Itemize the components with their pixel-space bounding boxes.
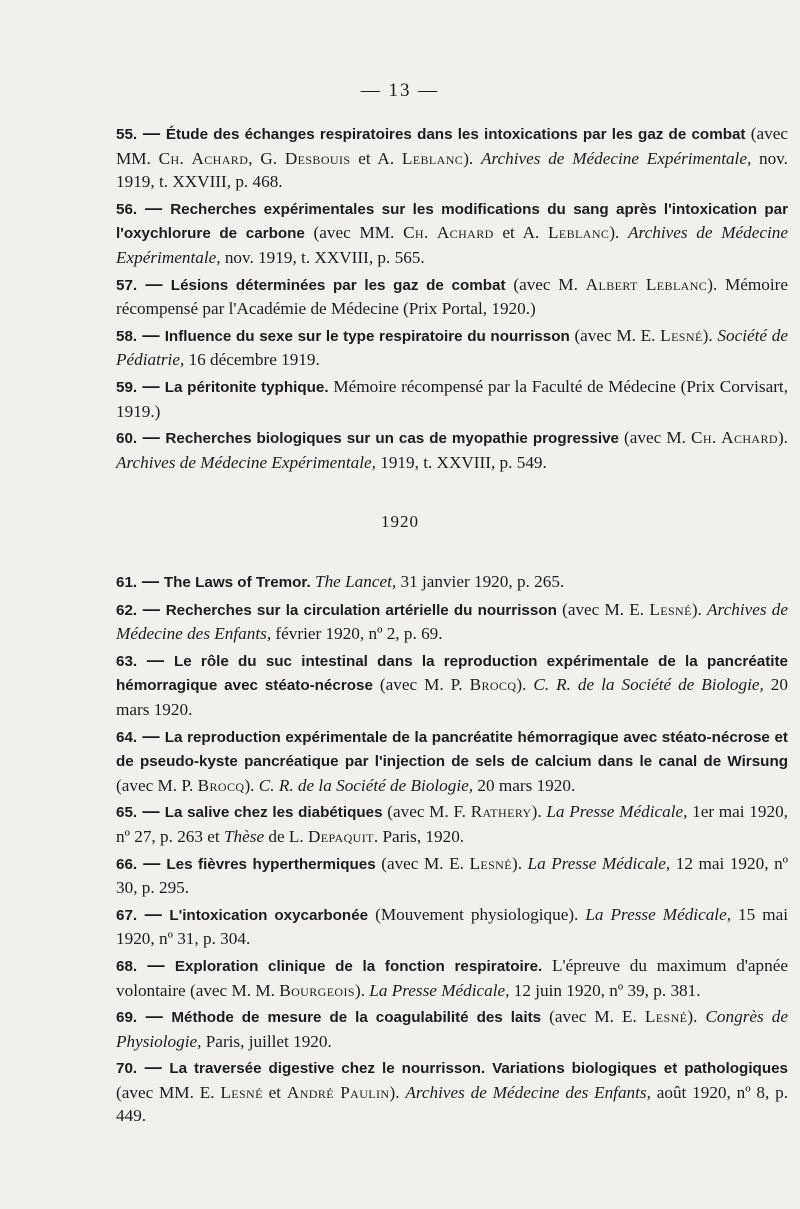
publication-name: Thèse	[223, 826, 265, 846]
author-name: Albert Leblanc	[585, 274, 708, 294]
reference-text: 16 décembre 1919.	[184, 350, 320, 370]
author-name: Lesné	[649, 599, 692, 619]
reference-title: Le rôle du suc intestinal dans la reproduction expérimentale de la pancréatite hémorragique avec stéato-nécrose	[116, 652, 788, 695]
reference-number: 61.	[116, 574, 138, 591]
reference-text: Mémoire récompensé par la Faculté de Médecine (Prix Corvisart, 1919.)	[116, 376, 788, 421]
reference-text: L'épreuve du maximum d'apnée volontaire (avec M. M.	[116, 955, 788, 1000]
author-name: Depaquit	[308, 826, 374, 846]
reference-title: La péritonite typhique.	[164, 378, 329, 396]
reference-dash: —	[137, 649, 174, 670]
reference-text: (Mouvement physiologique).	[368, 904, 586, 924]
reference-text: et A.	[493, 223, 548, 243]
author-name: Rathery	[470, 802, 532, 822]
reference-text: nov. 1919, t. XXVIII, p. 468.	[116, 148, 788, 192]
reference-text: ).	[244, 775, 259, 795]
reference-entry	[116, 903, 788, 951]
reference-text: 1er mai 1920, nº 27, p. 263 et	[116, 802, 788, 846]
reference-text: Paris, juillet 1920.	[201, 1031, 332, 1051]
author-name: Ch. Achard	[690, 428, 778, 448]
reference-dash: —	[137, 1057, 170, 1078]
reference-dash: —	[137, 954, 175, 975]
reference-entry	[116, 1056, 788, 1128]
reference-dash: —	[137, 903, 170, 924]
publication-name: La Presse Médicale,	[527, 853, 671, 873]
publication-name: Archives de Médecine des Enfants,	[116, 599, 788, 644]
reference-text: ).	[463, 148, 481, 168]
reference-number: 57.	[116, 276, 138, 294]
publication-name: La Presse Médicale,	[585, 904, 731, 924]
reference-text: nov. 1919, t. XXVIII, p. 565.	[220, 247, 425, 267]
publication-name: C. R. de la Société de Biologie,	[533, 675, 764, 695]
reference-entry	[116, 725, 788, 798]
author-name: Brocq	[469, 675, 517, 695]
author-name: Lesné	[469, 853, 512, 873]
author-name: Leblanc	[548, 223, 610, 243]
reference-number: 69.	[116, 1009, 138, 1027]
reference-dash: —	[137, 324, 165, 345]
reference-text: ).	[687, 1007, 706, 1027]
reference-text: ).	[531, 802, 547, 822]
reference-title: Les fièvres hyperthermiques	[166, 855, 376, 873]
reference-text: (avec MM.	[304, 223, 404, 243]
publication-name: La Presse Médicale,	[546, 802, 688, 822]
reference-text: ).	[511, 853, 528, 873]
reference-list-1919	[116, 122, 788, 477]
reference-entry	[116, 800, 788, 848]
reference-title: Étude des échanges respiratoires dans les intoxications par les gaz de combat	[165, 126, 746, 143]
reference-number: 67.	[116, 906, 138, 924]
reference-title: The Laws of Tremor.	[163, 574, 311, 591]
publication-name: Archives de Médecine Expérimentale,	[480, 148, 752, 168]
publication-name: Archives de Médecine Expérimentale,	[116, 223, 788, 267]
author-name: Leblanc	[401, 148, 464, 168]
reference-text: (avec M. E.	[541, 1007, 645, 1027]
reference-title: Recherches biologiques sur un cas de myopathie progressive	[165, 430, 619, 448]
reference-text: ).	[702, 325, 718, 345]
reference-number: 60.	[116, 430, 138, 448]
reference-text: (avec M. E.	[569, 325, 661, 345]
reference-text: (avec MM.	[116, 124, 788, 168]
publication-name: Congrès de Physiologie,	[116, 1007, 788, 1051]
publication-name: La Presse Médicale,	[369, 980, 510, 1000]
reference-text: ).	[516, 675, 534, 695]
reference-title: Recherches sur la circulation artérielle du nourrisson	[165, 601, 557, 619]
reference-number: 59.	[116, 378, 138, 396]
publication-name: C. R. de la Société de Biologie,	[258, 775, 474, 795]
reference-number: 70.	[116, 1060, 138, 1078]
reference-text: ). Mémoire récompensé par l'Académie de Médecine (Prix Portal, 1920.)	[116, 274, 789, 319]
reference-list-1920	[116, 570, 788, 1131]
reference-text: ).	[691, 599, 708, 619]
reference-text: ).	[354, 980, 370, 1000]
reference-text: (avec M.	[618, 428, 691, 448]
reference-dash: —	[137, 375, 165, 396]
reference-number: 64.	[116, 728, 138, 746]
reference-number: 63.	[116, 652, 138, 670]
reference-dash: —	[137, 197, 171, 218]
author-name: Brocq	[197, 775, 245, 795]
reference-dash: —	[137, 801, 165, 822]
reference-entry	[116, 570, 788, 595]
author-name: Lesné	[660, 325, 703, 345]
author-name: Ch. Achard	[158, 148, 249, 168]
author-name: Desbouis	[284, 148, 351, 168]
reference-entry	[116, 197, 788, 270]
reference-dash: —	[137, 852, 167, 873]
author-name: Lesné	[644, 1007, 688, 1027]
reference-text: 12 mai 1920, nº 30, p. 295.	[116, 853, 788, 898]
reference-title: L'intoxication oxycarbonée	[169, 906, 369, 924]
publication-name: The Lancet,	[315, 572, 397, 591]
author-name: Bourgeois	[279, 980, 355, 1000]
reference-title: Recherches expérimentales sur les modifications du sang après l'intoxication par l'oxychlorure de carbone	[116, 200, 788, 243]
reference-dash: —	[137, 427, 166, 448]
reference-entry	[116, 954, 788, 1002]
reference-text: (avec M. P.	[116, 775, 198, 795]
reference-entry	[116, 426, 788, 474]
reference-number: 58.	[116, 327, 138, 345]
reference-text: février 1920, nº 2, p. 69.	[271, 624, 443, 644]
reference-number: 65.	[116, 804, 138, 822]
reference-text: (avec MM. E.	[116, 1082, 221, 1102]
reference-entry	[116, 375, 788, 423]
reference-entry	[116, 1005, 788, 1053]
reference-title: Lésions déterminées par les gaz de combat	[170, 276, 506, 294]
reference-title: La traversée digestive chez le nourrisson. Variations biologiques et pathologiques	[169, 1060, 788, 1078]
reference-text: 20 mars 1920.	[116, 675, 788, 719]
reference-title: Méthode de mesure de la coagulabilité des laits	[171, 1009, 542, 1027]
reference-text: (avec M. P.	[372, 675, 470, 695]
reference-text: (avec M. F.	[382, 802, 471, 822]
year-heading: 1920	[381, 512, 419, 531]
reference-text: 15 mai 1920, nº 31, p. 304.	[116, 904, 789, 949]
reference-number: 55.	[116, 126, 138, 143]
reference-text: et A.	[350, 148, 402, 168]
page-number: — 13 —	[360, 80, 440, 101]
reference-text: de L.	[264, 826, 308, 846]
publication-name: Archives de Médecine des Enfants,	[405, 1082, 651, 1102]
reference-entry	[116, 649, 788, 722]
reference-text: (avec M.	[505, 274, 586, 294]
reference-entry	[116, 273, 788, 321]
reference-title: La reproduction expérimentale de la pancréatite hémorragique avec stéato-nécrose et de pseudo-kyste pancréatique par l'injection de sels de calcium dans le canal de Wirsung	[116, 728, 788, 771]
reference-title: Exploration clinique de la fonction respiratoire.	[174, 957, 543, 975]
author-name: Ch. Achard	[403, 223, 494, 243]
reference-text: 20 mars 1920.	[473, 775, 576, 795]
reference-text: 31 janvier 1920, p. 265.	[396, 572, 565, 591]
reference-text: , G.	[248, 148, 285, 168]
reference-dash: —	[137, 123, 166, 143]
reference-number: 56.	[116, 200, 138, 218]
reference-text: (avec M. E.	[375, 853, 470, 873]
reference-dash: —	[137, 598, 166, 619]
reference-text: ).	[777, 428, 788, 448]
reference-text: août 1920, nº 8, p. 449.	[116, 1082, 788, 1126]
reference-text: ).	[389, 1082, 406, 1102]
reference-number: 66.	[116, 855, 138, 873]
reference-entry	[116, 324, 788, 372]
reference-entry	[116, 122, 788, 194]
reference-number: 68.	[116, 957, 138, 975]
reference-text: (avec M. E.	[556, 599, 650, 619]
reference-entry	[116, 852, 788, 900]
reference-dash: —	[137, 273, 171, 294]
author-name: Lesné	[220, 1082, 263, 1102]
publication-name: Archives de Médecine Expérimentale,	[116, 452, 376, 472]
reference-text: ).	[609, 223, 629, 243]
reference-number: 62.	[116, 601, 138, 619]
reference-text: . Paris, 1920.	[373, 826, 465, 846]
reference-text: 1919, t. XXVIII, p. 549.	[375, 452, 547, 472]
reference-title: Influence du sexe sur le type respiratoire du nourrisson	[164, 327, 570, 345]
reference-entry	[116, 598, 788, 646]
reference-text: 12 juin 1920, nº 39, p. 381.	[509, 980, 701, 1000]
reference-dash: —	[137, 1006, 172, 1027]
reference-dash: —	[137, 571, 164, 591]
reference-title: La salive chez les diabétiques	[164, 804, 383, 822]
author-name: André Paulin	[286, 1082, 390, 1102]
publication-name: Société de Pédiatrie,	[116, 325, 788, 370]
reference-text: et	[262, 1082, 287, 1102]
reference-dash: —	[137, 725, 165, 746]
